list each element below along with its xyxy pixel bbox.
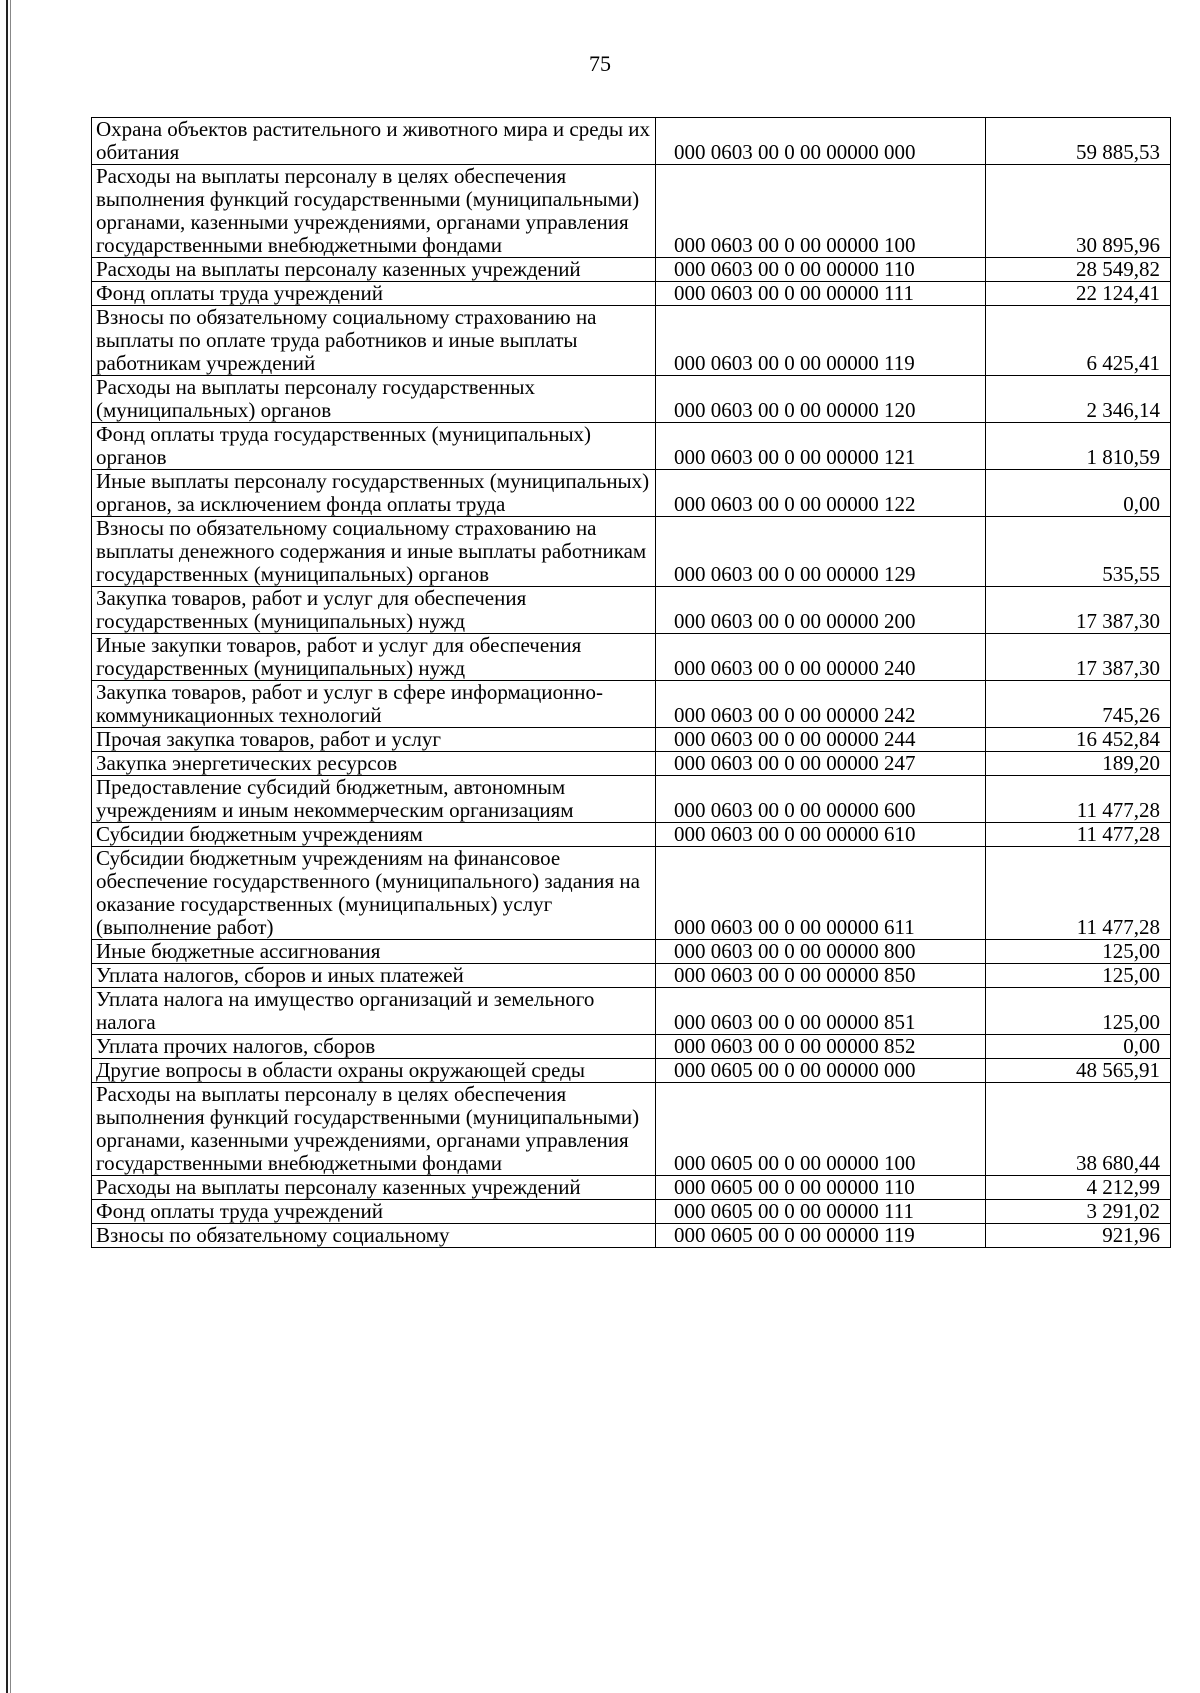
page-number: 75 (589, 51, 611, 76)
row-amount: 1 810,59 (986, 423, 1171, 470)
row-code: 000 0605 00 0 00 00000 119 (656, 1224, 986, 1248)
row-code: 000 0605 00 0 00 00000 100 (656, 1083, 986, 1176)
budget-table-body (92, 118, 1171, 1248)
row-name: Субсидии бюджетным учреждениям на финансовое обеспечение государственного (муниципального) задания на оказание государственных (муниципальных) услуг (выполнение работ) (92, 847, 656, 940)
table-row (92, 258, 1171, 282)
row-name: Закупка товаров, работ и услуг в сфере информационно-коммуникационных технологий (92, 681, 656, 728)
row-name: Уплата налога на имущество организаций и земельного налога (92, 988, 656, 1035)
scan-border-line-inner (10, 0, 11, 1693)
row-amount: 16 452,84 (986, 728, 1171, 752)
row-code: 000 0603 00 0 00 00000 244 (656, 728, 986, 752)
row-name: Расходы на выплаты персоналу казенных учреждений (92, 258, 656, 282)
row-amount: 6 425,41 (986, 306, 1171, 376)
row-amount: 28 549,82 (986, 258, 1171, 282)
row-name: Закупка энергетических ресурсов (92, 752, 656, 776)
table-row (92, 1200, 1171, 1224)
row-name: Взносы по обязательному социальному страхованию на выплаты денежного содержания и иные выплаты работникам государственных (муниципальных) органов (92, 517, 656, 587)
table-row (92, 940, 1171, 964)
row-amount: 921,96 (986, 1224, 1171, 1248)
row-code: 000 0603 00 0 00 00000 122 (656, 470, 986, 517)
table-row (92, 517, 1171, 587)
row-amount: 11 477,28 (986, 776, 1171, 823)
table-row (92, 1035, 1171, 1059)
row-name: Фонд оплаты труда государственных (муниципальных) органов (92, 423, 656, 470)
row-code: 000 0603 00 0 00 00000 111 (656, 282, 986, 306)
row-amount: 189,20 (986, 752, 1171, 776)
row-code: 000 0603 00 0 00 00000 611 (656, 847, 986, 940)
table-row (92, 728, 1171, 752)
table-row (92, 1059, 1171, 1083)
row-amount: 125,00 (986, 964, 1171, 988)
row-name: Взносы по обязательному социальному (92, 1224, 656, 1248)
row-code: 000 0605 00 0 00 00000 000 (656, 1059, 986, 1083)
row-code: 000 0603 00 0 00 00000 129 (656, 517, 986, 587)
row-name: Иные выплаты персоналу государственных (муниципальных) органов, за исключением фонда оплаты труда (92, 470, 656, 517)
row-code: 000 0603 00 0 00 00000 851 (656, 988, 986, 1035)
row-amount: 125,00 (986, 988, 1171, 1035)
row-name: Фонд оплаты труда учреждений (92, 282, 656, 306)
row-code: 000 0603 00 0 00 00000 852 (656, 1035, 986, 1059)
table-row (92, 306, 1171, 376)
table-row (92, 776, 1171, 823)
table-row (92, 964, 1171, 988)
table-row (92, 282, 1171, 306)
row-name: Другие вопросы в области охраны окружающей среды (92, 1059, 656, 1083)
row-amount: 22 124,41 (986, 282, 1171, 306)
row-amount: 2 346,14 (986, 376, 1171, 423)
row-name: Субсидии бюджетным учреждениям (92, 823, 656, 847)
row-name: Уплата налогов, сборов и иных платежей (92, 964, 656, 988)
row-name: Охрана объектов растительного и животного мира и среды их обитания (92, 118, 656, 165)
row-name: Иные закупки товаров, работ и услуг для обеспечения государственных (муниципальных) нужд (92, 634, 656, 681)
row-amount: 17 387,30 (986, 634, 1171, 681)
table-row (92, 988, 1171, 1035)
row-amount: 38 680,44 (986, 1083, 1171, 1176)
table-row (92, 634, 1171, 681)
row-code: 000 0603 00 0 00 00000 200 (656, 587, 986, 634)
table-row (92, 587, 1171, 634)
table-row (92, 165, 1171, 258)
row-code: 000 0603 00 0 00 00000 120 (656, 376, 986, 423)
table-row (92, 1083, 1171, 1176)
row-amount: 30 895,96 (986, 165, 1171, 258)
row-name: Прочая закупка товаров, работ и услуг (92, 728, 656, 752)
row-name: Расходы на выплаты персоналу государственных (муниципальных) органов (92, 376, 656, 423)
row-code: 000 0603 00 0 00 00000 121 (656, 423, 986, 470)
table-row (92, 1176, 1171, 1200)
row-code: 000 0603 00 0 00 00000 000 (656, 118, 986, 165)
table-row (92, 847, 1171, 940)
row-amount: 125,00 (986, 940, 1171, 964)
row-amount: 11 477,28 (986, 823, 1171, 847)
row-amount: 11 477,28 (986, 847, 1171, 940)
table-row (92, 376, 1171, 423)
scan-border-line (6, 0, 8, 1693)
row-code: 000 0603 00 0 00 00000 247 (656, 752, 986, 776)
row-code: 000 0603 00 0 00 00000 110 (656, 258, 986, 282)
row-amount: 535,55 (986, 517, 1171, 587)
row-amount: 4 212,99 (986, 1176, 1171, 1200)
row-name: Взносы по обязательному социальному страхованию на выплаты по оплате труда работников и иные выплаты работникам учреждений (92, 306, 656, 376)
row-code: 000 0603 00 0 00 00000 242 (656, 681, 986, 728)
budget-table (91, 117, 1171, 1248)
row-code: 000 0603 00 0 00 00000 800 (656, 940, 986, 964)
table-row (92, 823, 1171, 847)
row-amount: 59 885,53 (986, 118, 1171, 165)
row-code: 000 0605 00 0 00 00000 110 (656, 1176, 986, 1200)
row-amount: 0,00 (986, 1035, 1171, 1059)
table-row (92, 681, 1171, 728)
row-code: 000 0603 00 0 00 00000 100 (656, 165, 986, 258)
table-row (92, 118, 1171, 165)
row-code: 000 0603 00 0 00 00000 850 (656, 964, 986, 988)
row-amount: 17 387,30 (986, 587, 1171, 634)
table-row (92, 752, 1171, 776)
row-code: 000 0603 00 0 00 00000 240 (656, 634, 986, 681)
table-row (92, 1224, 1171, 1248)
row-code: 000 0603 00 0 00 00000 119 (656, 306, 986, 376)
row-name: Предоставление субсидий бюджетным, автономным учреждениям и иным некоммерческим организациям (92, 776, 656, 823)
row-name: Уплата прочих налогов, сборов (92, 1035, 656, 1059)
row-name: Иные бюджетные ассигнования (92, 940, 656, 964)
row-amount: 0,00 (986, 470, 1171, 517)
row-code: 000 0605 00 0 00 00000 111 (656, 1200, 986, 1224)
row-name: Расходы на выплаты персоналу казенных учреждений (92, 1176, 656, 1200)
row-amount: 745,26 (986, 681, 1171, 728)
table-row (92, 470, 1171, 517)
row-name: Закупка товаров, работ и услуг для обеспечения государственных (муниципальных) нужд (92, 587, 656, 634)
row-name: Расходы на выплаты персоналу в целях обеспечения выполнения функций государственными (муниципальными) органами, казенными учреждениями, органами управления государственными внебюджетными фондами (92, 165, 656, 258)
row-amount: 48 565,91 (986, 1059, 1171, 1083)
row-amount: 3 291,02 (986, 1200, 1171, 1224)
row-name: Фонд оплаты труда учреждений (92, 1200, 656, 1224)
row-code: 000 0603 00 0 00 00000 600 (656, 776, 986, 823)
row-code: 000 0603 00 0 00 00000 610 (656, 823, 986, 847)
row-name: Расходы на выплаты персоналу в целях обеспечения выполнения функций государственными (муниципальными) органами, казенными учреждениями, органами управления государственными внебюджетными фондами (92, 1083, 656, 1176)
table-row (92, 423, 1171, 470)
